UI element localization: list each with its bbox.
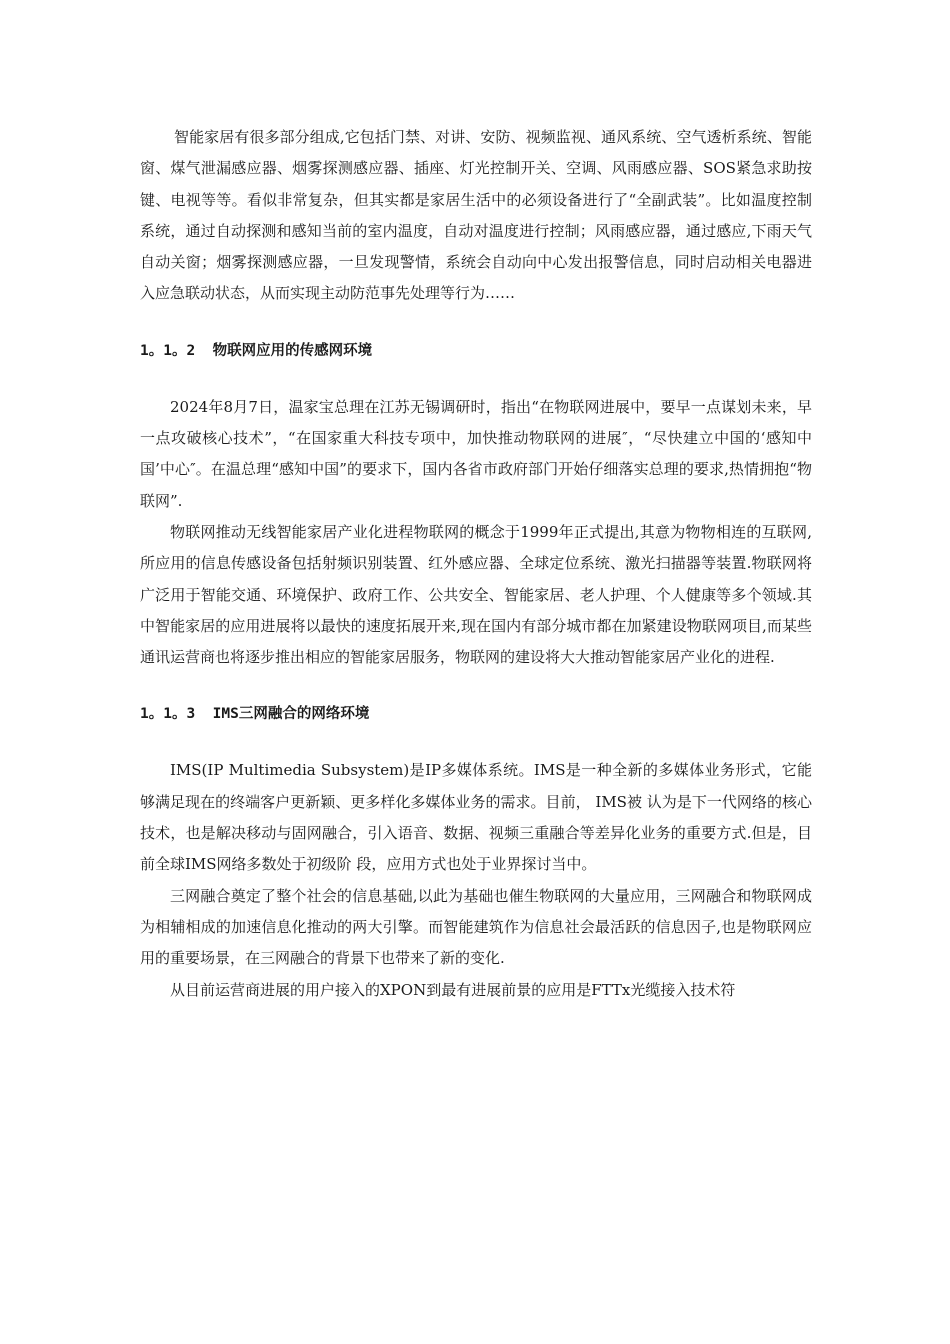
document-page [140,122,812,1006]
paragraph-ims: IMS(IP Multimedia Subsystem)是IP多媒体系统。IMS是一种全新的多媒体业务形式，它能够满足现在的终端客户更新颖、更多样化多媒体业务的需求。目前， IMS被 认为是下一代网络的核心技术，也是解决移动与固网融合，引入语音、数据、视频三重融合等差异化业务的重要方式.但是，目前全球IMS网络多数处于初级阶 段，应用方式也处于业界探讨当中。 [140,761,812,874]
paragraph-three-network: 三网融合奠定了整个社会的信息基础,以此为基础也催生物联网的大量应用，三网融合和物联网成为相辅相成的加速信息化推动的两大引擎。而智能建筑作为信息社会最活跃的信息因子,也是物联网应用的重要场景，在三网融合的背景下也带来了新的变化. [140,886,812,968]
intro-paragraph: 智能家居有很多部分组成,它包括门禁、对讲、安防、视频监视、通风系统、空气透析系统、智能窗、煤气泄漏感应器、烟雾探测感应器、插座、灯光控制开关、空调、风雨感应器、SOS紧急求助按键、电视等等。看似非常复杂，但其实都是家居生活中的必须设备进行了“全副武装”。比如温度控制系统，通过自动探测和感知当前的室内温度，自动对温度进行控制；风雨感应器，通过感应,下雨天气自动关窗；烟雾探测感应器，一旦发现警情，系统会自动向中心发出报警信息，同时启动相关电器进入应急联动状态，从而实现主动防范事先处理等行为…… [140,128,812,303]
section-heading-1-1-2: 1。1。2 物联网应用的传感网环境 [140,342,373,359]
paragraph-wen-jiabao: 2024年8月7日，温家宝总理在江苏无锡调研时，指出“在物联网进展中，要早一点谋划未来，早一点攻破核心技术”，“在国家重大科技专项中，加快推动物联网的进展″，“尽快建立中国的‘感知中国’中心″。在温总理“感知中国”的要求下，国内各省市政府部门开始仔细落实总理的要求,热情拥抱“物联网”. [140,397,812,510]
section-heading-1-1-3: 1。1。3 IMS三网融合的网络环境 [140,706,370,723]
paragraph-iot-smart-home: 物联网推动无线智能家居产业化进程物联网的概念于1999年正式提出,其意为物物相连的互联网,所应用的信息传感设备包括射频识别装置、红外感应器、全球定位系统、激光扫描器等装置.物联网将广泛用于智能交通、环境保护、政府工作、公共安全、智能家居、老人护理、个人健康等多个领域.其中智能家居的应用进展将以最快的速度拓展开来,现在国内有部分城市都在加紧建设物联网项目,而某些通讯运营商也将逐步推出相应的智能家居服务，物联网的建设将大大推动智能家居产业化的进程. [140,522,812,667]
paragraph-xpon: 从目前运营商进展的用户接入的XPON到最有进展前景的应用是FTTx光缆接入技术符 [170,980,736,999]
